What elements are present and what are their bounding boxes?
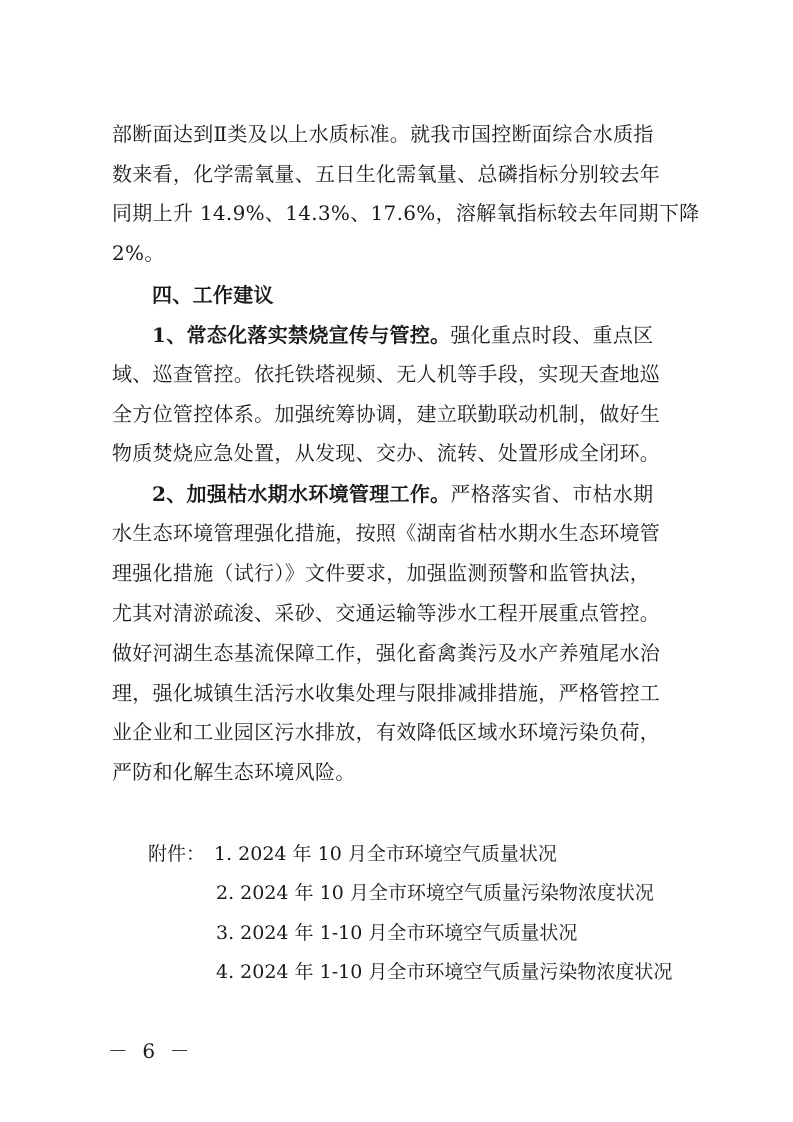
body-text-line: 域、巡查管控。依托铁塔视频、无人机等手段，实现天查地巡 (112, 362, 661, 386)
attachment-item: 3. 2024 年 1-10 月全市环境空气质量状况 (216, 922, 578, 944)
body-text-line: 数来看，化学需氧量、五日生化需氧量、总磷指标分别较去年 (112, 162, 661, 186)
body-text-line: 理强化措施（试行）》文件要求，加强监测预警和监管执法， (112, 561, 651, 585)
item-1-first-line-rest: 强化重点时段、重点区 (450, 323, 654, 347)
page-number: － 6 － (108, 1039, 194, 1063)
body-text-line: 全方位管控体系。加强统筹协调，建立联勤联动机制，做好生 (112, 402, 661, 426)
item-1-title: 1、常态化落实禁烧宣传与管控。 (152, 323, 451, 347)
item-2-first-line (152, 481, 653, 507)
body-text-line: 尤其对清淤疏浚、采砂、交通运输等涉水工程开展重点管控。 (112, 601, 661, 625)
body-text-line: 2%。 (112, 241, 165, 265)
attachment-item: 2. 2024 年 10 月全市环境空气质量污染物浓度状况 (216, 882, 654, 904)
body-text-line: 同期上升 14.9%、14.3%、17.6%，溶解氧指标较去年同期下降 (112, 201, 700, 225)
item-1-first-line (152, 322, 653, 348)
item-2-title: 2、加强枯水期水环境管理工作。 (152, 482, 451, 506)
body-text-line: 做好河湖生态基流保障工作，强化畜禽粪污及水产养殖尾水治 (112, 641, 661, 665)
section-heading: 四、工作建议 (152, 283, 274, 307)
attachment-item: 1. 2024 年 10 月全市环境空气质量状况 (214, 843, 557, 865)
attachment-item: 4. 2024 年 1-10 月全市环境空气质量污染物浓度状况 (216, 961, 673, 983)
body-text-line: 物质焚烧应急处置，从发现、交办、流转、处置形成全闭环。 (112, 441, 661, 465)
body-text-line: 严防和化解生态环境风险。 (112, 760, 356, 784)
body-text-line: 部断面达到Ⅱ类及以上水质标准。就我市国控断面综合水质指 (112, 122, 654, 146)
body-text-line: 理，强化城镇生活污水收集处理与限排减排措施，严格管控工 (112, 681, 661, 705)
attachments-label: 附件： (148, 843, 206, 865)
body-text-line: 水生态环境管理强化措施，按照《湖南省枯水期水生态环境管 (112, 521, 661, 545)
body-text-line: 业企业和工业园区污水排放，有效降低区域水环境污染负荷， (112, 720, 661, 744)
item-2-first-line-rest: 严格落实省、市枯水期 (450, 482, 654, 506)
